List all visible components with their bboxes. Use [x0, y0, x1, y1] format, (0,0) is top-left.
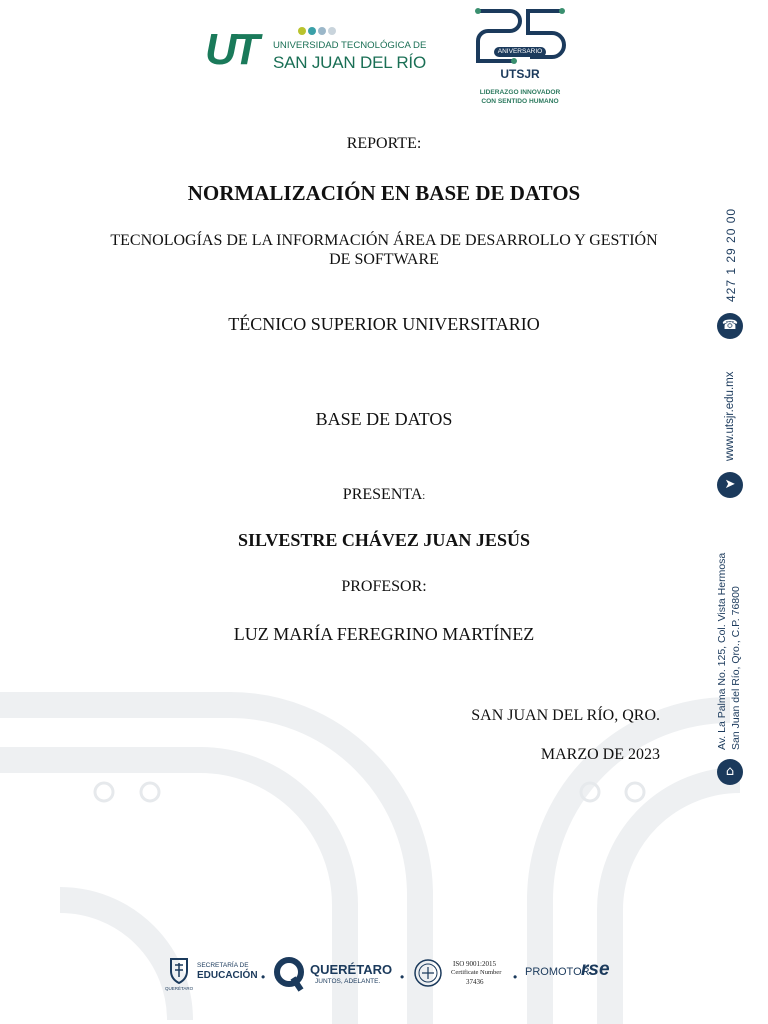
- contact-address-line-2: San Juan del Río, Qro., C.P. 76800: [730, 586, 742, 750]
- queretaro-slogan: JUNTOS, ADELANTE.: [315, 978, 381, 985]
- utsjr-name: UTSJR: [500, 67, 540, 81]
- presents-label-colon: :: [422, 491, 426, 502]
- queretaro-name: QUERÉTARO: [310, 962, 393, 977]
- separator-dot: •: [400, 970, 405, 984]
- iso-seal-icon: [413, 958, 443, 988]
- home-icon: ⌂: [717, 759, 743, 785]
- date: MARZO DE 2023: [540, 746, 660, 763]
- cursor-icon: ➤: [717, 472, 743, 498]
- contact-address-line-1: Av. La Palma No. 125, Col. Vista Hermosa: [716, 552, 728, 750]
- student-name: SILVESTRE CHÁVEZ JUAN JESÚS: [238, 530, 530, 550]
- presents-label-text: PRESENTA: [342, 486, 423, 503]
- contact-website[interactable]: www.utsjr.edu.mx: [724, 371, 736, 461]
- state-coat-of-arms-icon: [168, 955, 190, 985]
- ut-logo-mark: UT: [205, 25, 256, 74]
- sep-line-1: SECRETARÍA DE: [197, 962, 249, 969]
- utsjr-tagline-1: LIDERAZGO INNOVADOR: [479, 89, 561, 96]
- iso-line-3: 37436: [466, 978, 484, 986]
- degree-name: TÉCNICO SUPERIOR UNIVERSITARIO: [228, 314, 540, 334]
- contact-phone: 427 1 29 20 00: [724, 207, 738, 302]
- iso-line-2: Certificate Number: [451, 969, 502, 976]
- ut-logo-line-1: UNIVERSIDAD TECNOLÓGICA DE: [273, 40, 427, 51]
- academic-area: TECNOLOGÍAS DE LA INFORMACIÓN ÁREA DE DESARROLLO Y GESTIÓN DE SOFTWARE: [110, 232, 658, 268]
- document-title: NORMALIZACIÓN EN BASE DE DATOS: [187, 181, 581, 205]
- utsjr-anniversary-logo: [470, 5, 570, 113]
- professor-name: LUZ MARÍA FEREGRINO MARTÍNEZ: [233, 624, 535, 644]
- promotor-rse: rse: [581, 959, 610, 980]
- ut-logo-line-2: SAN JUAN DEL RÍO: [273, 53, 426, 72]
- ut-university-logo: [205, 22, 425, 74]
- separator-dot: •: [513, 970, 518, 984]
- place: SAN JUAN DEL RÍO, QRO.: [471, 707, 660, 724]
- utsjr-tagline-2: CON SENTIDO HUMANO: [481, 98, 559, 105]
- phone-icon: ☎: [717, 313, 743, 339]
- queretaro-q-icon: [273, 956, 305, 992]
- footer-sponsors: [165, 950, 615, 1000]
- anniversary-badge: ANIVERSARIO: [494, 47, 546, 57]
- professor-label: PROFESOR:: [341, 578, 427, 595]
- presents-label: [100, 486, 668, 504]
- ut-logo-dots: [297, 26, 337, 36]
- subject-name: BASE DE DATOS: [315, 409, 453, 429]
- promotor-text: PROMOTOR: [525, 966, 590, 978]
- sep-line-2: EDUCACIÓN: [197, 970, 258, 981]
- anniversary-25-graphic: [470, 5, 570, 67]
- separator-dot: •: [261, 970, 266, 984]
- report-label: REPORTE:: [346, 135, 422, 152]
- sep-caption: QUERÉTARO: [165, 986, 194, 991]
- iso-line-1: ISO 9001:2015: [453, 960, 496, 968]
